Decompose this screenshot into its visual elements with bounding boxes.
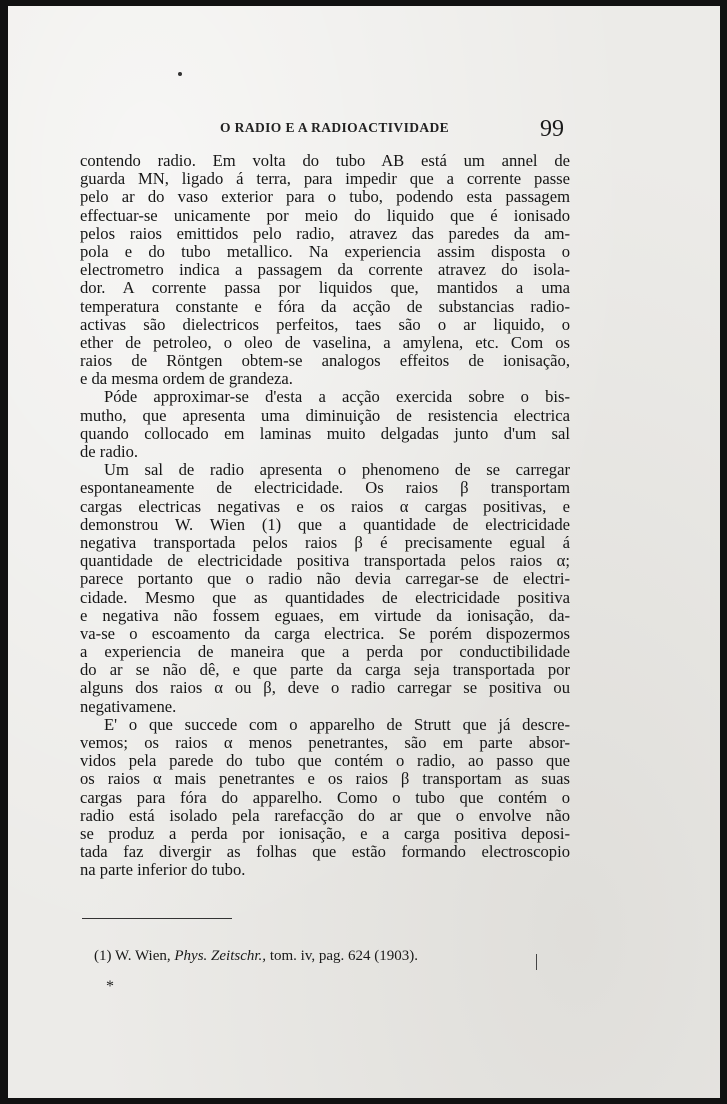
footnote [94,948,418,965]
text-line: negativamene. [80,696,177,716]
margin-mark [536,954,537,970]
text-line: electrometro indica a passagem da corrente atravez do isola- [80,260,570,280]
text-line: cidade. Mesmo que as quantidades de electricidade positiva [80,587,570,607]
body-text [80,152,570,880]
footnote-journal: Phys. Zeitschr., [174,948,267,964]
text-line: e da mesma ordem de grandeza. [80,369,293,389]
text-line: os raios α mais penetrantes e os raios β transportam as suas [80,769,570,789]
text-line: mutho, que apresenta uma diminuição de resistencia electrica [80,405,570,425]
text-line: cargas electricas negativas e os raios α cargas positivas, e [80,496,570,516]
text-line: se produz a perda por ionisação, e a carga positiva deposi- [80,823,570,843]
text-line: e negativa não fossem eguaes, em virtude da ionisação, da- [80,605,570,625]
text-line: E' o que succede com o apparelho de Strutt que já descre- [104,714,570,734]
text-line: activas são dielectricos perfeitos, taes são o ar liquido, o [80,314,570,334]
footnote-marker: (1) [94,948,112,964]
book-page [8,6,720,1098]
text-line: negativa transportada pelos raios β é precisamente egual á [80,532,570,552]
running-head-title: O RADIO E A RADIOACTIVIDADE [220,120,450,135]
text-line: espontaneamente de electricidade. Os raios β transportam [80,478,570,498]
text-line: effectuar-se unicamente por meio do liquido que é ionisado [80,205,570,225]
page-number: 99 [540,116,564,142]
footnote-author: W. Wien, [114,948,171,964]
text-line: alguns dos raios α ou β, deve o radio carregar se positiva ou [80,678,570,698]
text-line: demonstrou W. Wien (1) que a quantidade de electricidade [80,514,570,534]
text-line: va-se o escoamento da carga electrica. Se porém dispozermos [80,623,570,643]
text-line: contendo radio. Em volta do tubo AB está um annel de [80,151,570,170]
text-line: dor. A corrente passa por liquidos que, mantidos a uma [80,278,570,298]
text-line: Um sal de radio apresenta o phenomeno de se carregar [104,460,570,480]
text-line: a experiencia de maneira que a perda por conductibilidade [80,642,570,662]
asterisk-ornament: * [106,978,114,995]
text-line: de radio. [80,442,139,461]
text-line: tada faz divergir as folhas que estão formando electroscopio [80,842,570,862]
text-line: parece portanto que o radio não devia carregar-se de electri- [80,569,570,589]
text-line: ether de petroleo, o oleo de vaselina, a amylena, etc. Com os [80,332,570,352]
text-line: pola e do tubo metallico. Na experiencia assim disposta o [80,241,570,261]
text-line: do ar se não dê, e que parte da carga seja transportada por [80,660,570,680]
text-line: temperatura constante e fóra da acção de substancias radio- [80,296,570,316]
text-line: quando collocado em laminas muito delgadas junto d'um sal [80,423,570,443]
text-line: raios de Röntgen obtem-se analogos effeitos de ionisação, [80,351,570,371]
text-line: pelo ar do vaso exterior para o tubo, podendo esta passagem [80,187,570,207]
footnote-rule [82,918,232,919]
text-line: vemos; os raios α menos penetrantes, são em parte absor- [80,733,570,752]
text-line: quantidade de electricidade positiva transportada pelos raios α; [80,551,570,571]
text-line: cargas para fóra do apparelho. Como o tubo que contém o [80,787,570,807]
text-line: Póde approximar-se d'esta a acção exercida sobre o bis- [104,387,570,407]
text-line: radio está isolado pela rarefacção do ar que o envolve não [80,805,570,825]
text-line: na parte inferior do tubo. [80,860,246,880]
ink-speck [178,72,182,76]
running-head [8,116,720,146]
footnote-reference: tom. iv, pag. 624 (1903). [269,948,418,964]
text-line: vidos pela parede do tubo que contém o radio, ao passo que [80,751,570,771]
text-line: guarda MN, ligado á terra, para impedir que a corrente passe [80,169,570,189]
text-line: pelos raios emittidos pelo radio, atravez das paredes da am- [80,223,570,243]
